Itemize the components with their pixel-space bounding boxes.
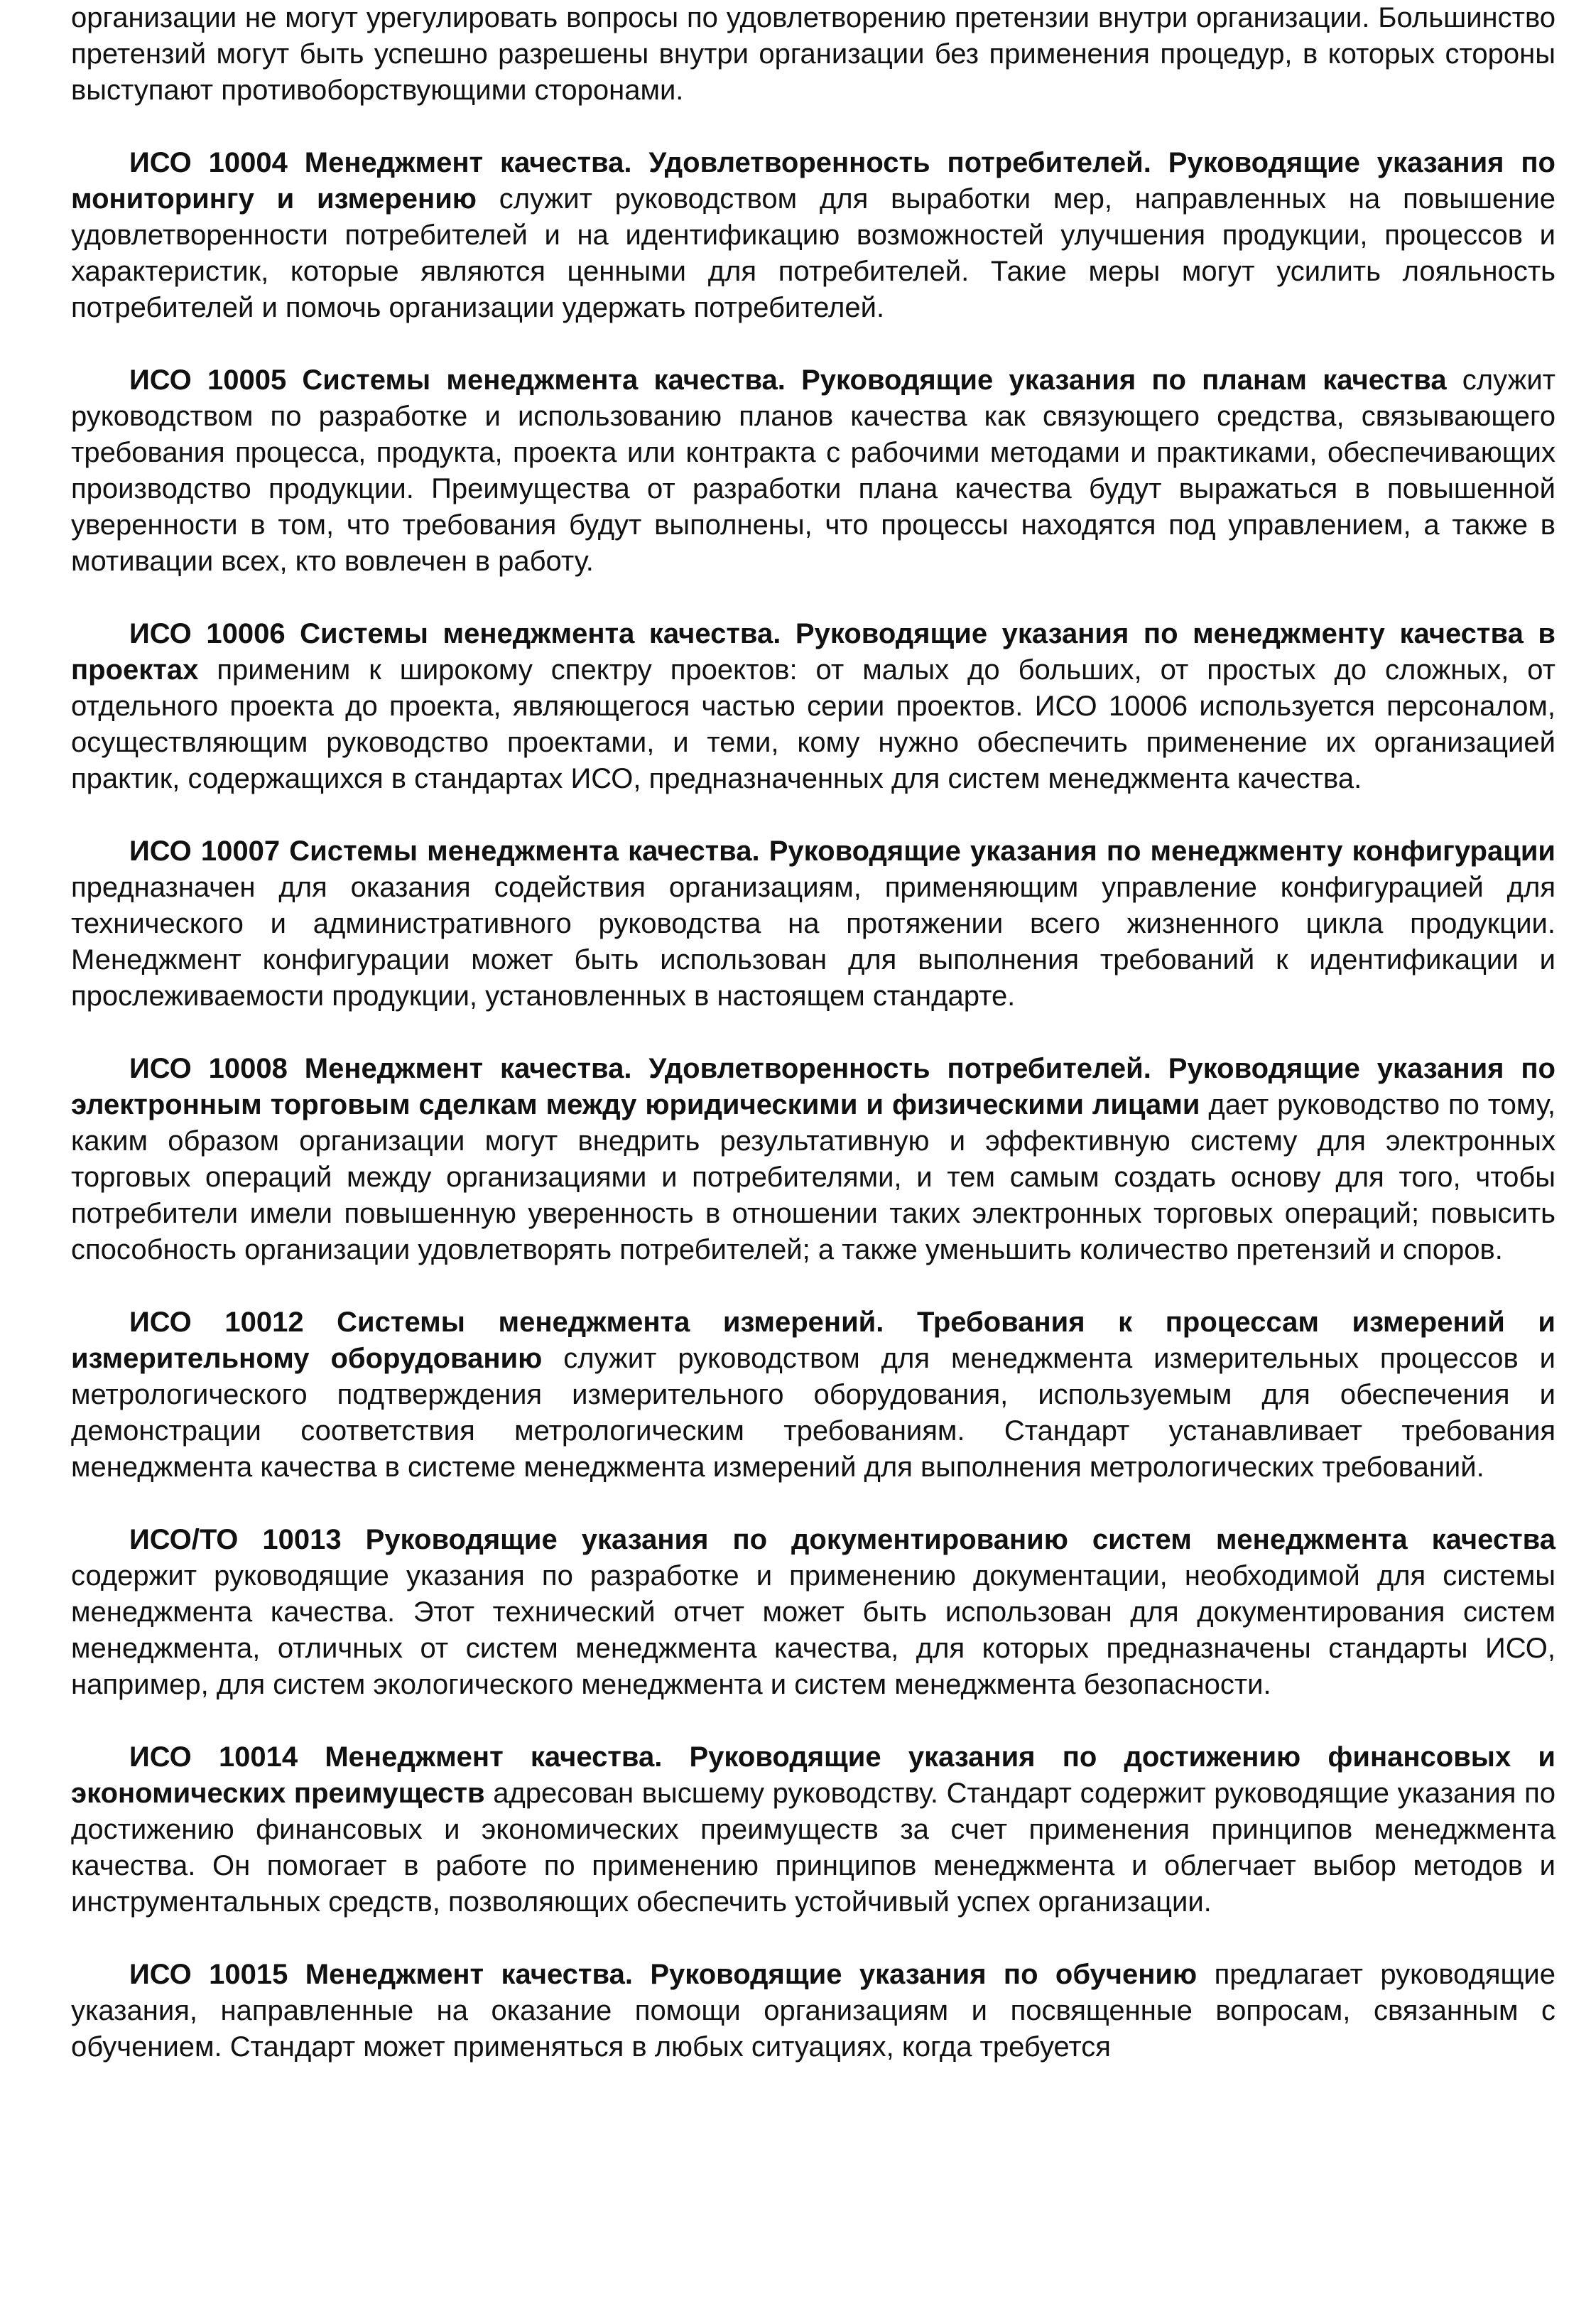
paragraph-iso-10005 bbox=[71, 362, 1555, 580]
paragraph-iso-10014 bbox=[71, 1739, 1555, 1920]
paragraph-body: применим к широкому спектру проектов: от малых до больших, от простых до сложных, от отдельного проекта до проекта, являющегося частью серии проектов. ИСО 10006 используется персоналом, осуществляющим руководство проектами, и теми, кому нужно обеспечить применение их организацией практик, содержащихся в стандартах ИСО, предназначенных для систем менеджмента качества. bbox=[71, 654, 1555, 794]
paragraph-iso-10006 bbox=[71, 616, 1555, 797]
paragraph-intro-continued bbox=[71, 0, 1555, 109]
standard-title: ИСО 10004 Менеджмент качества. Удовлетворенность потребителей. Руководящие указания по мониторингу и измерению bbox=[71, 147, 1555, 215]
paragraph-body: дает руководство по тому, каким образом организации могут внедрить результативную и эффективную систему для электронных торговых операций между организациями и потребителями, и тем самым создать основу для того, чтобы потребители имели повышенную уверенность в отношении таких электронных торговых операций; повысить способность организации удовлетворять потребителей; а также уменьшить количество претензий и споров. bbox=[71, 1089, 1555, 1265]
paragraph-body: служит руководством для менеджмента измерительных процессов и метрологического подтверждения измерительного оборудования, используемым для обеспечения и демонстрации соответствия метрологическим требованиям. Стандарт устанавливает требования менеджмента качества в системе менеджмента измерений для выполнения метрологических требований. bbox=[71, 1343, 1555, 1483]
standard-title: ИСО 10005 Системы менеджмента качества. Руководящие указания по планам качества bbox=[129, 364, 1447, 396]
paragraph-body: предназначен для оказания содействия организациям, применяющим управление конфигурацией для технического и административного руководства на протяжении всего жизненного цикла продукции. Менеджмент конфигурации может быть использован для выполнения требований к идентификации и прослеживаемости продукции, установленных в настоящем стандарте. bbox=[71, 872, 1555, 1012]
standard-title: ИСО 10012 Системы менеджмента измерений. Требования к процессам измерений и измерительному оборудованию bbox=[71, 1307, 1555, 1374]
standard-title: ИСО 10007 Системы менеджмента качества. Руководящие указания по менеджменту конфигурации bbox=[129, 836, 1555, 867]
document-page bbox=[71, 0, 1555, 2102]
standard-title: ИСО 10015 Менеджмент качества. Руководящие указания по обучению bbox=[129, 1959, 1198, 1990]
standard-title: ИСО 10014 Менеджмент качества. Руководящие указания по достижению финансовых и экономических преимуществ bbox=[71, 1741, 1555, 1809]
paragraph-iso-10012 bbox=[71, 1304, 1555, 1486]
standard-title: ИСО 10008 Менеджмент качества. Удовлетворенность потребителей. Руководящие указания по электронным торговым сделкам между юридическими и физическими лицами bbox=[71, 1053, 1555, 1120]
standard-title: ИСО/ТО 10013 Руководящие указания по документированию систем менеджмента качества bbox=[129, 1524, 1555, 1555]
paragraph-iso-10007 bbox=[71, 833, 1555, 1015]
paragraph-iso-10013 bbox=[71, 1522, 1555, 1703]
standard-title: ИСО 10006 Системы менеджмента качества. Руководящие указания по менеджменту качества в проектах bbox=[71, 618, 1555, 686]
paragraph-iso-10008 bbox=[71, 1051, 1555, 1268]
paragraph-iso-10015 bbox=[71, 1957, 1555, 2065]
paragraph-body: содержит руководящие указания по разработке и применению документации, необходимой для системы менеджмента качества. Этот технический отчет может быть использован для документирования систем менеджмента, отличных от систем менеджмента качества, для которых предназначены стандарты ИСО, например, для систем экологического менеджмента и систем менеджмента безопасности. bbox=[71, 1560, 1555, 1700]
paragraph-body: служит руководством по разработке и использованию планов качества как связующего средства, связывающего требования процесса, продукта, проекта или контракта с рабочими методами и практиками, обеспечивающих производство продукции. Преимущества от разработки плана качества будут выражаться в повышенной уверенности в том, что требования будут выполнены, что процессы находятся под управлением, а также в мотивации всех, кто вовлечен в работу. bbox=[71, 364, 1556, 577]
paragraph-body: служит руководством для выработки мер, направленных на повышение удовлетворенности потребителей и на идентификацию возможностей улучшения продукции, процессов и характеристик, которые являются ценными для потребителей. Такие меры могут усилить лояльность потребителей и помочь организации удержать потребителей. bbox=[71, 183, 1555, 323]
paragraph-body: адресован высшему руководству. Стандарт содержит руководящие указания по достижению финансовых и экономических преимуществ за счет применения принципов менеджмента качества. Он помогает в работе по применению принципов менеджмента и облегчает выбор методов и инструментальных средств, позволяющих обеспечить устойчивый успех организации. bbox=[71, 1778, 1555, 1918]
paragraph-body: организации не могут урегулировать вопросы по удовлетворению претензии внутри организации. Большинство претензий могут быть успешно разрешены внутри организации без применения процедур, в которых стороны выступают противоборствующими сторонами. bbox=[71, 2, 1555, 106]
paragraph-iso-10004 bbox=[71, 145, 1555, 326]
paragraph-body: предлагает руководящие указания, направленные на оказание помощи организациям и посвященные вопросам, связанным с обучением. Стандарт может применяться в любых ситуациях, когда требуется bbox=[71, 1959, 1556, 2063]
